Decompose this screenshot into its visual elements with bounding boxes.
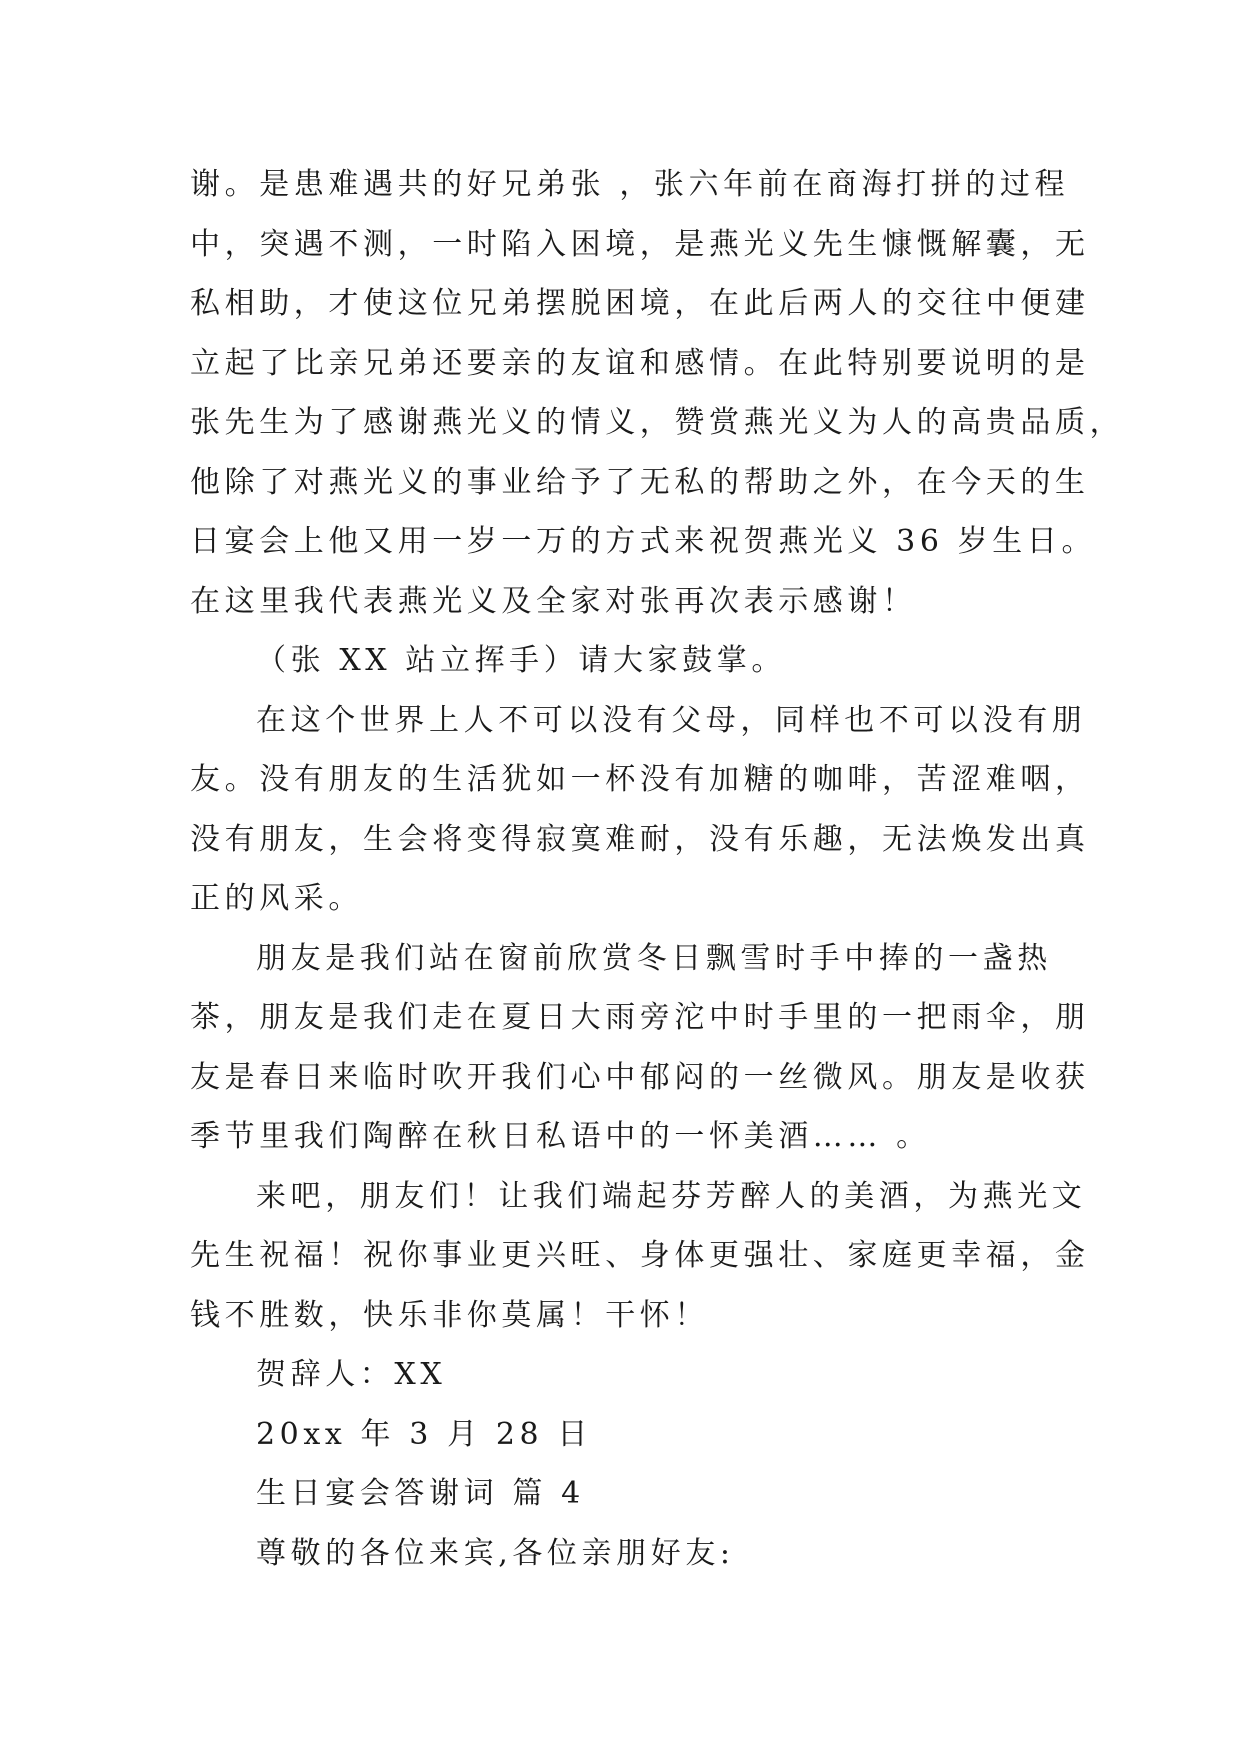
- text-line: 没有朋友，生会将变得寂寞难耐，没有乐趣，无法焕发出真: [190, 821, 1090, 857]
- text-line: 尊敬的各位来宾,各位亲朋好友:: [256, 1535, 735, 1571]
- text-line: 在这个世界上人不可以没有父母，同样也不可以没有朋: [256, 702, 1087, 738]
- text-line: 友是春日来临时吹开我们心中郁闷的一丝微风。朋友是收获: [190, 1059, 1090, 1095]
- text-line: 朋友是我们站在窗前欣赏冬日飘雪时手中捧的一盏热: [256, 940, 1052, 976]
- paragraph-gratitude: [190, 155, 1125, 631]
- text-line: 茶，朋友是我们走在夏日大雨旁沱中时手里的一把雨伞，朋: [190, 1000, 1090, 1035]
- text-line: 生日宴会答谢词 篇 4: [256, 1476, 585, 1511]
- text-line: 中，突遇不测，一时陷入困境，是燕光义先生慷慨解囊，无: [190, 226, 1090, 262]
- text-line: 季节里我们陶醉在秋日私语中的一怀美酒…… 。: [190, 1119, 931, 1154]
- salutation-line: [190, 1524, 1060, 1584]
- paragraph-toast: [190, 1167, 1090, 1346]
- text-line: 来吧，朋友们！让我们端起芬芳醉人的美酒，为燕光文: [256, 1178, 1087, 1214]
- text-line: 20xx 年 3 月 28 日: [256, 1416, 592, 1452]
- text-line: 在这里我代表燕光义及全家对张再次表示感谢！: [190, 583, 917, 619]
- text-line: 先生祝福！祝你事业更兴旺、身体更强壮、家庭更幸福，金: [190, 1238, 1090, 1273]
- text-line: 日宴会上他又用一岁一万的方式来祝贺燕光义 36 岁生日。: [190, 524, 1097, 559]
- paragraph-friends-seasons: [190, 929, 1090, 1167]
- text-line: 立起了比亲兄弟还要亲的友谊和感情。在此特别要说明的是: [190, 345, 1090, 381]
- text-line: 他除了对燕光义的事业给予了无私的帮助之外，在今天的生: [190, 464, 1090, 500]
- text-line: 正的风采。: [190, 881, 363, 916]
- section-heading: [190, 1464, 1060, 1524]
- text-line: 钱不胜数，快乐非你莫属！干怀！: [190, 1297, 709, 1333]
- text-line: 张先生为了感谢燕光义的情义，赞赏燕光义为人的高贵品质，: [190, 405, 1125, 440]
- document-page: [190, 155, 1125, 1583]
- text-line: 私相助，才使这位兄弟摆脱困境，在此后两人的交往中便建: [190, 286, 1090, 321]
- text-line: （张 XX 站立挥手）请大家鼓掌。: [256, 643, 786, 678]
- signature-line: [190, 1345, 1060, 1405]
- text-line: 贺辞人：XX: [256, 1357, 447, 1392]
- paragraph-applause: [190, 631, 1060, 691]
- date-line: [190, 1405, 1060, 1465]
- text-line: 谢。是患难遇共的好兄弟张 ，张六年前在商海打拼的过程: [190, 167, 1070, 202]
- text-line: 友。没有朋友的生活犹如一杯没有加糖的咖啡，苦涩难咽，: [190, 762, 1090, 797]
- paragraph-friends-importance: [190, 691, 1090, 929]
